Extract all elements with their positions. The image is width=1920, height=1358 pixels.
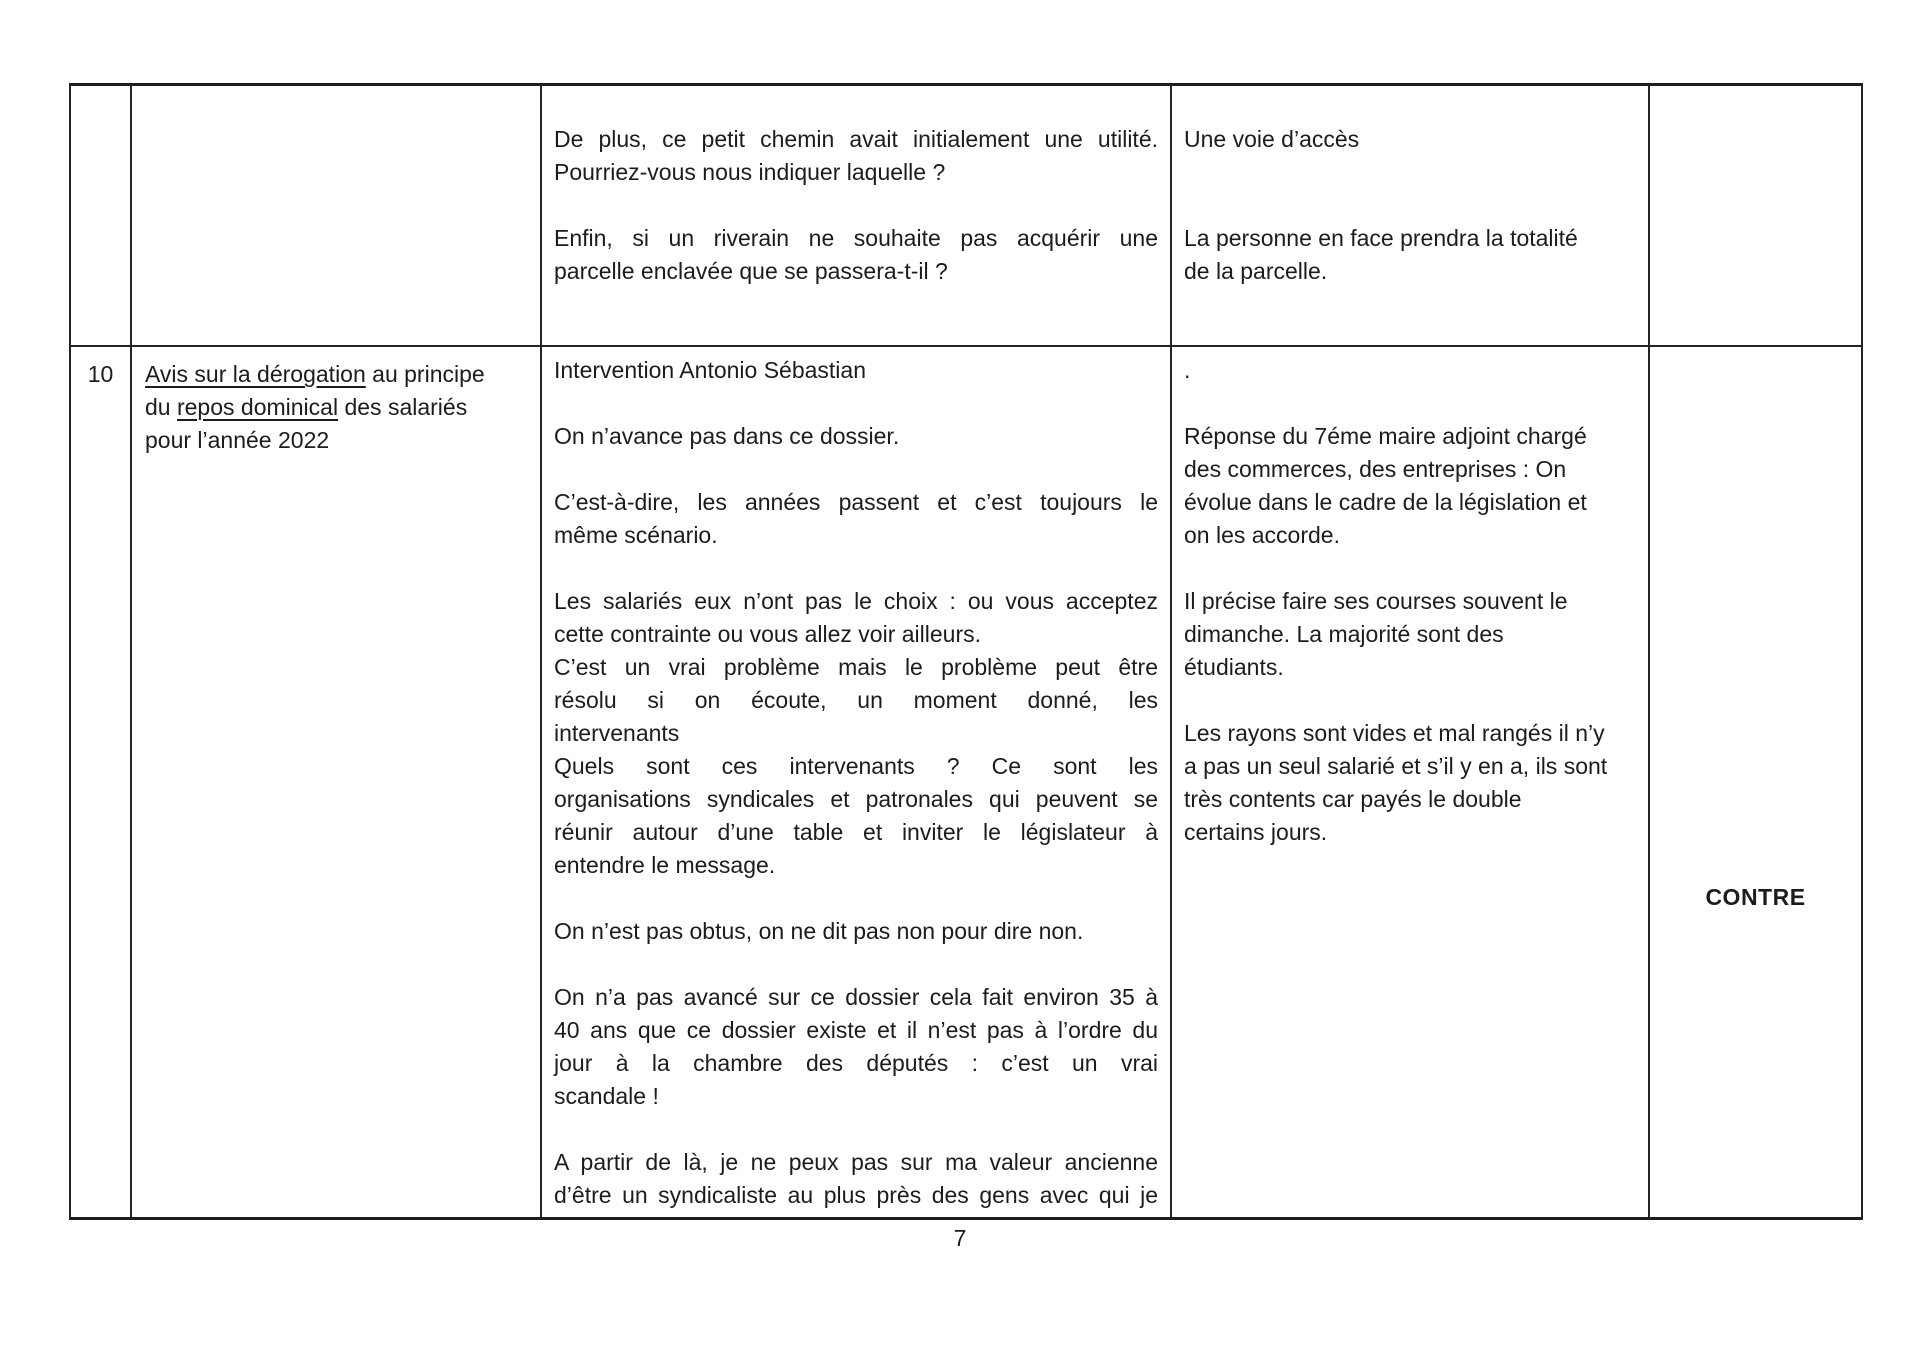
text-line [554, 123, 1158, 156]
text-segment: a pas un seul salarié et s’il y en a, ils sont [1184, 753, 1608, 779]
text-segment: Pourriez-vous nous indiquer laquelle ? [554, 159, 946, 185]
text-line [554, 1080, 1158, 1113]
text-segment: Intervention Antonio Sébastian [554, 357, 867, 383]
item-number: 10 [87, 361, 114, 387]
text-line [554, 1179, 1158, 1212]
blank-line [554, 453, 1158, 486]
text-segment: résolu si on écoute, un moment donné, les [554, 687, 1158, 713]
text-segment: étudiants. [1184, 654, 1284, 680]
text-line [1184, 420, 1638, 453]
blank-line [554, 882, 1158, 915]
text-line [554, 1146, 1158, 1179]
text-line [1184, 816, 1638, 849]
text-line [554, 717, 1158, 750]
text-segment: De plus, ce petit chemin avait initialement une utilité. [554, 126, 1158, 152]
blank-line [554, 189, 1158, 222]
text-line [1184, 519, 1638, 552]
text-line [554, 420, 1158, 453]
page-number: 7 [953, 1225, 967, 1251]
text-line [1184, 750, 1638, 783]
text-line [554, 750, 1158, 783]
blank-line [1184, 552, 1638, 585]
text-line [554, 915, 1158, 948]
text-segment: organisations syndicales et patronales qui peuvent se [554, 786, 1158, 812]
minutes-table [69, 83, 1863, 1220]
text-segment: La personne en face prendra la totalité [1184, 225, 1578, 251]
text-line [145, 424, 532, 457]
text-segment: intervenants [554, 720, 680, 746]
text-segment: réunir autour d’une table et inviter le législateur à [554, 819, 1158, 845]
blank-line [1184, 684, 1638, 717]
cell-vote-cont [1650, 86, 1861, 345]
text-segment: A partir de là, je ne peux pas sur ma valeur ancienne [554, 1149, 1158, 1175]
text-line [1184, 618, 1638, 651]
text-segment: Il précise faire ses courses souvent le [1184, 588, 1568, 614]
blank-line [1184, 189, 1638, 222]
text-segment: même scénario. [554, 522, 718, 548]
cell-item-number [71, 347, 132, 1217]
text-segment: parcelle enclavée que se passera-t-il ? [554, 258, 948, 284]
text-line [554, 684, 1158, 717]
text-line [554, 585, 1158, 618]
text-line [554, 618, 1158, 651]
blank-line [554, 1113, 1158, 1146]
text-line [1184, 453, 1638, 486]
blank-line [1184, 387, 1638, 420]
cell-topic-cont [132, 86, 542, 345]
text-segment: On n’avance pas dans ce dossier. [554, 423, 900, 449]
text-segment: pour l’année 2022 [145, 427, 330, 453]
text-segment: C’est-à-dire, les années passent et c’est toujours le [554, 489, 1158, 515]
blank-line [1184, 156, 1638, 189]
text-line [1184, 354, 1638, 387]
text-line [554, 354, 1158, 387]
cell-topic [132, 347, 542, 1217]
text-line [1184, 651, 1638, 684]
text-segment: On n’a pas avancé sur ce dossier cela fait environ 35 à [554, 984, 1158, 1010]
text-segment: des commerces, des entreprises : On [1184, 456, 1567, 482]
text-line [554, 849, 1158, 882]
table-row-continuation [71, 86, 1861, 347]
text-segment: très contents car payés le double [1184, 786, 1522, 812]
underlined-text: repos dominical [176, 394, 339, 420]
blank-line [554, 387, 1158, 420]
blank-line [554, 948, 1158, 981]
text-line [554, 651, 1158, 684]
text-line [554, 1047, 1158, 1080]
vote-label: CONTRE [1705, 884, 1806, 910]
text-line [554, 222, 1158, 255]
text-line [554, 783, 1158, 816]
cell-response [1172, 347, 1650, 1217]
text-segment: Réponse du 7éme maire adjoint chargé [1184, 423, 1587, 449]
text-line [1184, 222, 1638, 255]
text-line [554, 255, 1158, 288]
text-line [145, 358, 532, 391]
cell-intervention [542, 347, 1172, 1217]
text-line [1184, 585, 1638, 618]
text-segment: 40 ans que ce dossier existe et il n’est pas à l’ordre du [554, 1017, 1158, 1043]
text-line [554, 981, 1158, 1014]
text-segment: On n’est pas obtus, on ne dit pas non pour dire non. [554, 918, 1084, 944]
text-segment: dimanche. La majorité sont des [1184, 621, 1504, 647]
text-segment: Enfin, si un riverain ne souhaite pas acquérir une [554, 225, 1158, 251]
text-segment: des salariés [338, 394, 468, 420]
text-segment: du [145, 394, 177, 420]
text-line [554, 519, 1158, 552]
text-segment: de la parcelle. [1184, 258, 1328, 284]
text-segment: cette contrainte ou vous allez voir ailleurs. [554, 621, 981, 647]
text-line [1184, 255, 1638, 288]
text-segment: on les accorde. [1184, 522, 1340, 548]
text-line [1184, 783, 1638, 816]
text-segment: . [1184, 357, 1191, 383]
text-line [554, 156, 1158, 189]
text-line [1184, 123, 1638, 156]
text-segment: évolue dans le cadre de la législation et [1184, 489, 1587, 515]
text-segment: Quels sont ces intervenants ? Ce sont les [554, 753, 1158, 779]
text-segment: certains jours. [1184, 819, 1328, 845]
blank-line [554, 552, 1158, 585]
table-row-item-10 [71, 347, 1861, 1217]
text-segment: scandale ! [554, 1083, 659, 1109]
text-segment: jour à la chambre des députés : c’est un vrai [554, 1050, 1158, 1076]
cell-item-number-cont [71, 86, 132, 345]
cell-intervention-cont [542, 86, 1172, 345]
text-line [554, 1014, 1158, 1047]
cell-vote [1650, 347, 1861, 1217]
text-segment: entendre le message. [554, 852, 776, 878]
text-segment: Une voie d’accès [1184, 126, 1360, 152]
text-line [554, 816, 1158, 849]
text-line [1184, 486, 1638, 519]
text-segment: d’être un syndicaliste au plus près des gens avec qui je [554, 1182, 1158, 1208]
text-segment: Les rayons sont vides et mal rangés il n’y [1184, 720, 1605, 746]
text-line [145, 391, 532, 424]
cell-response-cont [1172, 86, 1650, 345]
text-line [1184, 717, 1638, 750]
text-segment: au principe [365, 361, 485, 387]
underlined-text: Avis sur la dérogation [145, 361, 366, 387]
text-segment: C’est un vrai problème mais le problème peut être [554, 654, 1158, 680]
text-segment: Les salariés eux n’ont pas le choix : ou vous acceptez [554, 588, 1158, 614]
text-line [554, 486, 1158, 519]
